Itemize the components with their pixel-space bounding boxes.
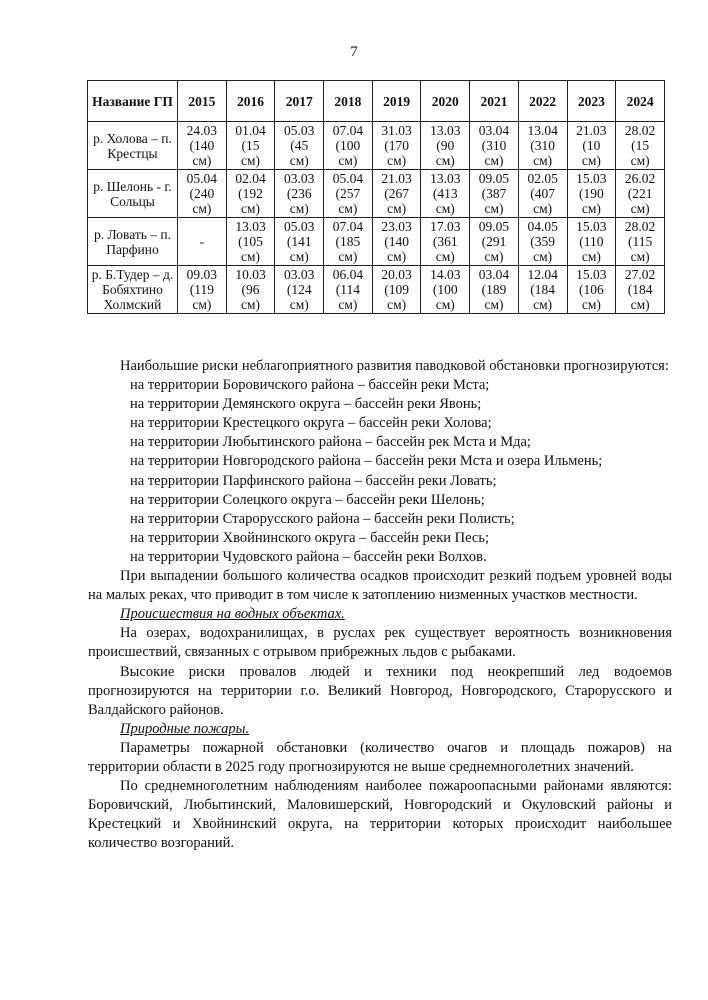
date-level-cell	[470, 122, 519, 170]
precip-paragraph: При выпадении большого количества осадков происходит резкий подъем уровней воды на малых реках, что приводит в том числе к затоплению низменных участков местности.	[88, 568, 672, 604]
cell-level: (15	[241, 138, 260, 153]
cell-level: см)	[630, 249, 650, 264]
date-level-cell	[275, 170, 324, 218]
date-level-cell	[324, 122, 373, 170]
date-level-cell	[372, 218, 421, 266]
cell-date: 27.02	[624, 267, 656, 282]
header-year: 2018	[324, 81, 373, 122]
risks-intro: Наибольшие риски неблагоприятного развития паводковой обстановки прогнозируются:	[120, 358, 669, 374]
water-paragraph-2: Высокие риски провалов людей и техники под неокрепший лед водоемов прогнозируются на территории г.о. Великий Новгород, Новгородского, Старорусского и Валдайского районов.	[88, 663, 672, 718]
date-level-cell	[518, 266, 567, 314]
cell-level: см)	[192, 153, 212, 168]
date-level-cell	[421, 218, 470, 266]
cell-level: (407	[530, 186, 556, 201]
cell-level: (361	[432, 234, 458, 249]
date-level-cell	[567, 266, 616, 314]
header-year: 2019	[372, 81, 421, 122]
cell-level: (141	[286, 234, 312, 249]
gp-name-cell: р. Б.Тудер – д. Бобяхтино Холмский	[88, 266, 178, 314]
cell-date: 15.03	[576, 219, 607, 234]
cell-date: 03.03	[284, 267, 315, 282]
cell-level: см)	[387, 201, 407, 216]
cell-date: 03.03	[284, 171, 315, 186]
cell-level: см)	[241, 249, 261, 264]
cell-date: 31.03	[381, 123, 412, 138]
table-header-row	[88, 81, 665, 122]
cell-date: 03.04	[478, 267, 510, 282]
cell-date: 23.03	[381, 219, 412, 234]
cell-level: (240	[189, 186, 215, 201]
cell-level: (184	[530, 282, 556, 297]
cell-level: см)	[533, 201, 553, 216]
cell-level: см)	[533, 153, 553, 168]
cell-level: см)	[289, 249, 309, 264]
cell-level: (291	[481, 234, 507, 249]
cell-level: см)	[630, 153, 650, 168]
cell-level: (192	[238, 186, 263, 201]
cell-level: см)	[192, 297, 212, 312]
date-level-cell	[178, 170, 227, 218]
header-year: 2020	[421, 81, 470, 122]
cell-date: 09.05	[478, 219, 510, 234]
date-level-cell	[226, 122, 275, 170]
cell-level: (190	[578, 186, 604, 201]
date-level-cell	[324, 218, 373, 266]
header-year: 2023	[567, 81, 616, 122]
cell-date: 01.04	[235, 123, 266, 138]
cell-level: (387	[481, 186, 507, 201]
cell-level: см)	[387, 153, 407, 168]
list-item: на территории Демянского округа – бассейн реки Явонь;	[130, 396, 482, 413]
cell-level: (115	[627, 234, 653, 249]
cell-level: см)	[338, 153, 358, 168]
cell-date: 13.03	[235, 219, 266, 234]
date-level-cell	[226, 170, 275, 218]
cell-level: см)	[484, 153, 504, 168]
cell-date: 13.04	[527, 123, 558, 138]
cell-level: см)	[435, 153, 455, 168]
table-row	[88, 218, 665, 266]
date-level-cell	[567, 122, 616, 170]
cell-date: 03.04	[478, 123, 510, 138]
page-number: 7	[350, 44, 358, 60]
cell-level: (221	[627, 186, 653, 201]
table-row	[88, 122, 665, 170]
cell-date: 28.02	[624, 219, 656, 234]
cell-date: 21.03	[576, 123, 607, 138]
cell-level: см)	[338, 249, 358, 264]
date-level-cell	[616, 218, 665, 266]
header-year: 2016	[226, 81, 275, 122]
cell-date: 05.03	[284, 219, 315, 234]
date-level-cell	[178, 122, 227, 170]
cell-level: см)	[435, 201, 455, 216]
cell-level: (267	[384, 186, 409, 201]
cell-level: см)	[435, 249, 455, 264]
date-level-cell	[616, 122, 665, 170]
date-level-cell	[616, 266, 665, 314]
header-year: 2017	[275, 81, 324, 122]
list-item: на территории Крестецкого округа – бассейн реки Холова;	[130, 415, 492, 432]
cell-date: 02.04	[235, 171, 266, 186]
cell-date: 05.04	[332, 171, 364, 186]
cell-level: см)	[484, 297, 504, 312]
cell-date: 24.03	[186, 123, 218, 138]
cell-date: 12.04	[527, 267, 558, 282]
date-level-cell	[518, 122, 567, 170]
cell-date: 26.02	[624, 171, 656, 186]
cell-date: 13.03	[430, 123, 461, 138]
cell-level: см)	[289, 153, 309, 168]
body-text	[88, 357, 672, 853]
gp-name-cell: р. Ловать – п. Парфино	[88, 218, 178, 266]
date-level-cell	[372, 170, 421, 218]
cell-level: см)	[241, 297, 261, 312]
flood-levels-table	[87, 80, 665, 314]
cell-level: (90	[436, 138, 455, 153]
list-item: на территории Новгородского района – бассейн реки Мста и озера Ильмень;	[130, 453, 603, 470]
date-level-cell	[226, 266, 275, 314]
cell-level: см)	[581, 153, 601, 168]
cell-level: (359	[530, 234, 556, 249]
header-year: 2024	[616, 81, 665, 122]
date-level-cell	[421, 170, 470, 218]
cell-level: см)	[533, 249, 553, 264]
cell-level: (110	[579, 234, 604, 249]
water-paragraph-1: На озерах, водохранилищах, в руслах рек существует вероятность возникновения происшествий, связанных с отрывом прибрежных льдов с рыбаками.	[88, 625, 672, 661]
water-heading: Происшествия на водных объектах.	[120, 606, 345, 623]
list-item: на территории Боровичского района – бассейн реки Мста;	[130, 377, 490, 394]
gp-name-cell: р. Холова – п. Крестцы	[88, 122, 178, 170]
header-year: 2021	[470, 81, 519, 122]
cell-level: (15	[631, 138, 650, 153]
date-level-cell	[178, 266, 227, 314]
table-row	[88, 266, 665, 314]
cell-level: (106	[578, 282, 604, 297]
cell-level: см)	[289, 297, 309, 312]
cell-level: см)	[581, 249, 601, 264]
cell-level: см)	[484, 201, 504, 216]
cell-level: см)	[387, 249, 407, 264]
date-level-cell	[372, 122, 421, 170]
cell-date: 04.05	[527, 219, 558, 234]
date-level-cell	[518, 170, 567, 218]
date-level-cell	[616, 170, 665, 218]
cell-level: (189	[481, 282, 507, 297]
list-item: на территории Старорусского района – бассейн реки Полисть;	[130, 510, 515, 527]
cell-level: см)	[338, 201, 358, 216]
cell-date: 15.03	[576, 267, 607, 282]
date-level-cell	[421, 122, 470, 170]
cell-level: см)	[630, 297, 650, 312]
cell-level: (140	[384, 234, 409, 249]
cell-level: (114	[335, 282, 361, 297]
cell-level: (45	[290, 138, 309, 153]
cell-date: 02.05	[527, 171, 558, 186]
date-level-cell	[518, 218, 567, 266]
cell-date: 09.03	[186, 267, 218, 282]
cell-level: см)	[533, 297, 553, 312]
cell-level: см)	[484, 249, 504, 264]
cell-level: (96	[241, 282, 260, 297]
list-item: на территории Любытинского района – бассейн рек Мста и Мда;	[130, 434, 531, 451]
fire-heading: Природные пожары.	[120, 720, 250, 737]
cell-date: 15.03	[576, 171, 607, 186]
date-level-cell	[567, 218, 616, 266]
date-level-cell	[178, 218, 227, 266]
cell-date: 09.05	[478, 171, 510, 186]
cell-level: (100	[335, 138, 361, 153]
cell-level: (119	[189, 282, 214, 297]
date-level-cell	[324, 266, 373, 314]
cell-level: (105	[238, 234, 263, 249]
cell-level: (413	[432, 186, 458, 201]
cell-date: 14.03	[430, 267, 461, 282]
cell-level: (109	[384, 282, 409, 297]
cell-level: см)	[289, 201, 309, 216]
cell-level: см)	[581, 201, 601, 216]
cell-date: 07.04	[332, 219, 364, 234]
list-item: на территории Солецкого округа – бассейн реки Шелонь;	[130, 491, 485, 508]
cell-level: см)	[241, 201, 261, 216]
cell-date: 05.03	[284, 123, 315, 138]
cell-level: см)	[630, 201, 650, 216]
cell-level: см)	[387, 297, 407, 312]
cell-level: см)	[192, 201, 212, 216]
date-level-cell	[567, 170, 616, 218]
date-level-cell	[372, 266, 421, 314]
cell-level: (100	[432, 282, 458, 297]
cell-level: (10	[582, 138, 601, 153]
cell-level: см)	[338, 297, 358, 312]
cell-date: 21.03	[381, 171, 412, 186]
date-level-cell	[275, 218, 324, 266]
cell-level: (310	[530, 138, 556, 153]
gp-name-cell: р. Шелонь - г. Сольцы	[88, 170, 178, 218]
table-row	[88, 170, 665, 218]
date-level-cell	[470, 170, 519, 218]
cell-level: см)	[241, 153, 261, 168]
fire-paragraph-1: Параметры пожарной обстановки (количество очагов и площадь пожаров) на территории области в 2025 году прогнозируются не выше среднемноголетних значений.	[88, 739, 672, 775]
cell-level: (236	[286, 186, 312, 201]
cell-date: 05.04	[186, 171, 218, 186]
cell-date: 07.04	[332, 123, 364, 138]
cell-date: 28.02	[624, 123, 656, 138]
date-level-cell	[275, 266, 324, 314]
date-level-cell	[470, 266, 519, 314]
cell-level: (310	[481, 138, 507, 153]
header-year: 2015	[178, 81, 227, 122]
list-item: на территории Парфинского района – бассейн реки Ловать;	[130, 472, 497, 489]
header-gp: Название ГП	[88, 81, 178, 122]
date-level-cell	[226, 218, 275, 266]
cell-level: (185	[335, 234, 361, 249]
header-year: 2022	[518, 81, 567, 122]
cell-level: (170	[384, 138, 409, 153]
risk-list	[120, 376, 672, 567]
cell-date: 06.04	[332, 267, 364, 282]
cell-level: см)	[435, 297, 455, 312]
cell-date: 13.03	[430, 171, 461, 186]
list-item: на территории Чудовского района – бассейн реки Волхов.	[130, 548, 487, 565]
cell-level: (140	[189, 138, 215, 153]
cell-date: -	[199, 234, 205, 249]
date-level-cell	[275, 122, 324, 170]
fire-paragraph-2: По среднемноголетним наблюдениям наиболее пожароопасными районами являются: Боровичский, Любытинский, Маловишерский, Новгородский и Окуловский районы и Крестецкий и Хвойнинский округа, на территории которых происходит наибольшее количество возгораний.	[88, 778, 672, 852]
list-item: на территории Хвойнинского округа – бассейн реки Песь;	[130, 529, 489, 546]
cell-date: 17.03	[430, 219, 461, 234]
date-level-cell	[421, 266, 470, 314]
date-level-cell	[470, 218, 519, 266]
cell-date: 20.03	[381, 267, 412, 282]
cell-level: (184	[627, 282, 653, 297]
cell-level: (257	[335, 186, 361, 201]
cell-date: 10.03	[235, 267, 266, 282]
cell-level: (124	[286, 282, 312, 297]
cell-level: см)	[581, 297, 601, 312]
date-level-cell	[324, 170, 373, 218]
